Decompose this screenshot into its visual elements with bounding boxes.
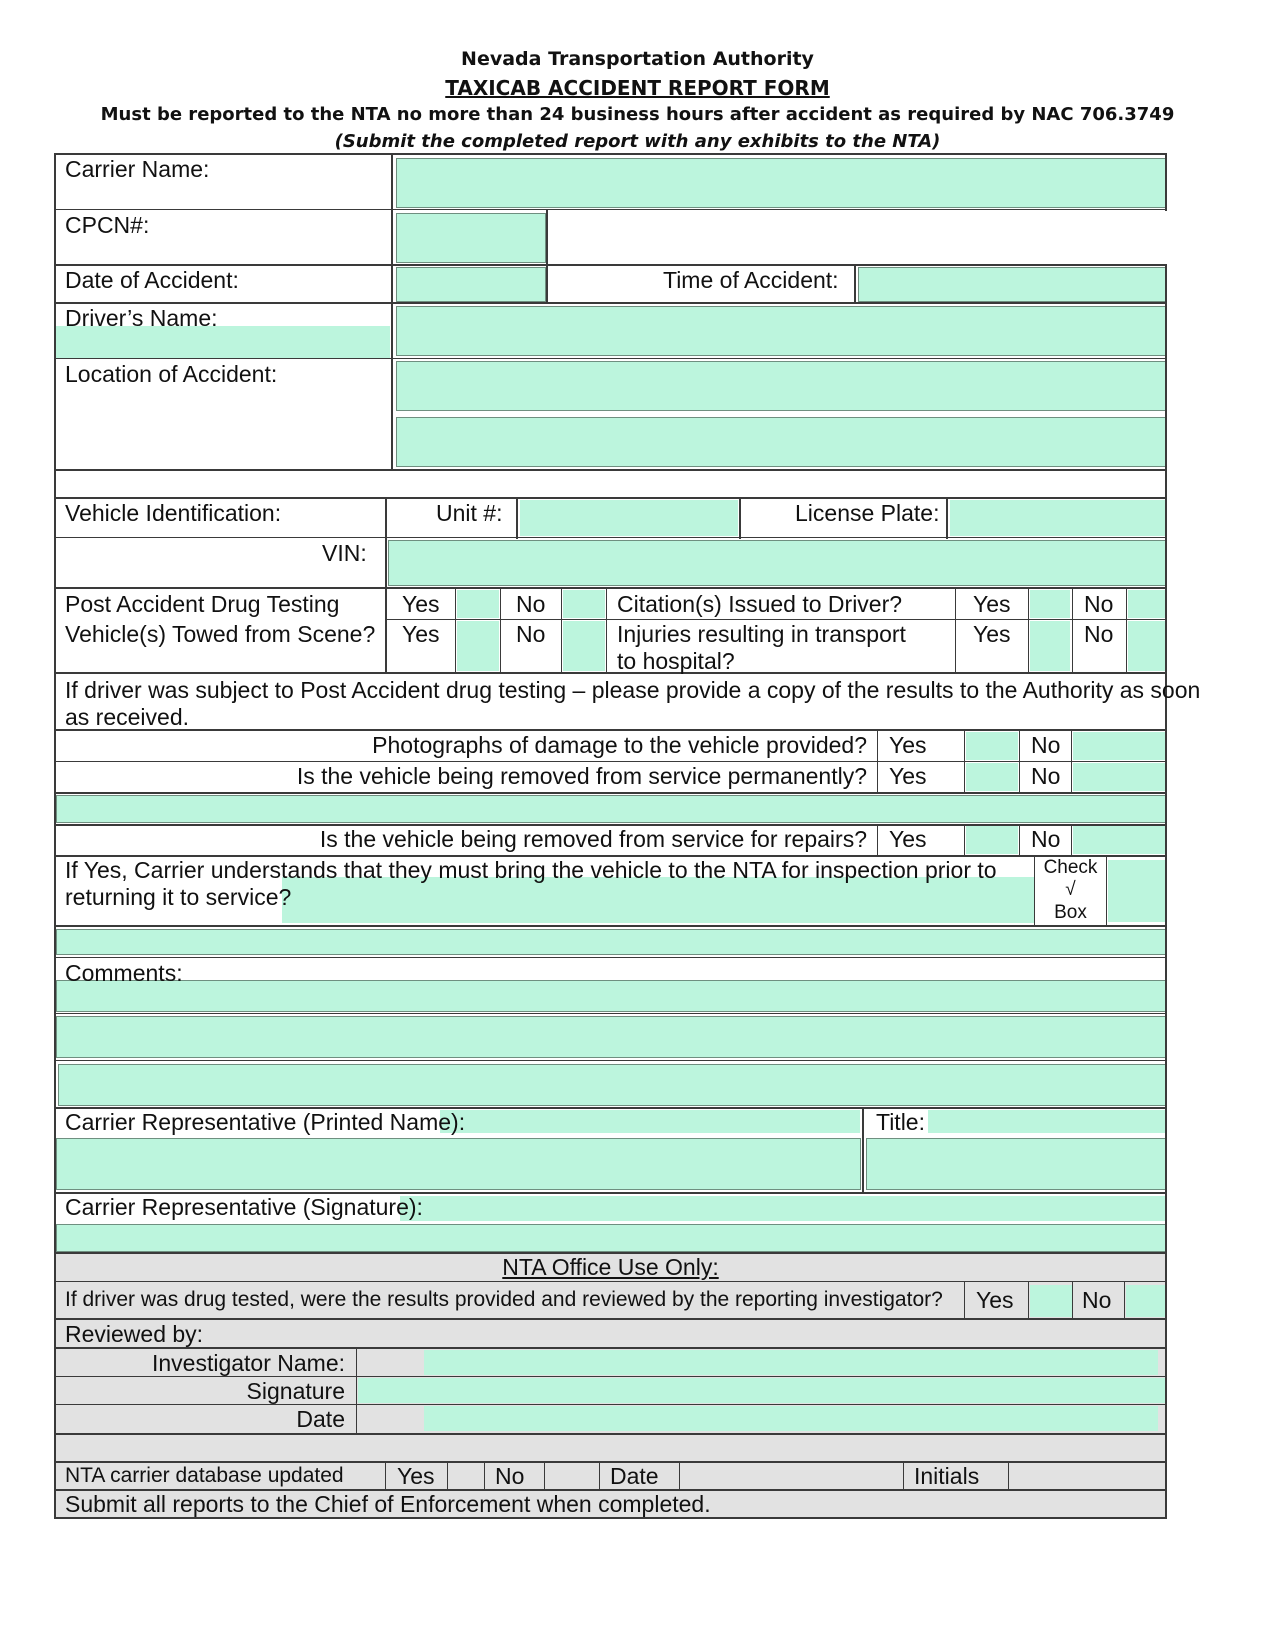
- inspection-details-field[interactable]: [56, 929, 1166, 955]
- citation-label: Citation(s) Issued to Driver?: [617, 591, 903, 617]
- printed-name-field[interactable]: [56, 1138, 861, 1190]
- photographs-yes-box[interactable]: [966, 732, 1018, 760]
- injuries-label-line2: to hospital?: [617, 648, 735, 674]
- rule: [54, 153, 56, 1518]
- rule: [964, 1281, 965, 1319]
- unit-number-field[interactable]: [520, 500, 738, 536]
- rule: [946, 497, 948, 539]
- rule: [54, 672, 1167, 674]
- permanent-yes-label: Yes: [889, 763, 927, 789]
- rule: [1071, 729, 1072, 793]
- printed-name-label: Carrier Representative (Printed Name):: [65, 1109, 466, 1135]
- office-drug-yes-box[interactable]: [1030, 1285, 1072, 1317]
- injuries-yes-box[interactable]: [1030, 621, 1070, 671]
- permanent-yes-box[interactable]: [966, 763, 1018, 791]
- photographs-label: Photographs of damage to the vehicle provided?: [372, 732, 867, 758]
- towed-yes-label: Yes: [402, 621, 440, 647]
- rule: [1126, 587, 1127, 674]
- cpcn-field[interactable]: [396, 213, 546, 263]
- investigator-name-field[interactable]: [424, 1350, 1158, 1375]
- office-drug-yes-label: Yes: [976, 1287, 1014, 1313]
- signature-inline-field[interactable]: [400, 1196, 1166, 1221]
- rule: [54, 469, 1167, 471]
- removed-permanently-label: Is the vehicle being removed from service permanently?: [296, 763, 867, 789]
- rule: [1019, 729, 1020, 793]
- date-of-accident-label: Date of Accident:: [65, 267, 239, 293]
- rule: [1008, 1461, 1009, 1491]
- drug-testing-yes-label: Yes: [402, 591, 440, 617]
- drug-note-line2: as received.: [65, 704, 190, 730]
- office-drug-results-label: If driver was drug tested, were the results provided and reviewed by the reporting investigator?: [65, 1288, 943, 1311]
- signature-field[interactable]: [56, 1224, 1166, 1252]
- vin-label: VIN:: [322, 540, 367, 566]
- repairs-yes-label: Yes: [889, 826, 927, 852]
- rule: [455, 587, 456, 674]
- investigator-signature-field[interactable]: [358, 1378, 1166, 1403]
- permanent-no-box[interactable]: [1073, 763, 1166, 791]
- reviewed-by-label: Reviewed by:: [65, 1321, 204, 1347]
- agency-title: Nevada Transportation Authority: [461, 48, 814, 70]
- citation-no-box[interactable]: [1128, 590, 1166, 618]
- rule: [54, 1404, 1167, 1405]
- rule: [1072, 587, 1073, 674]
- repairs-yes-box[interactable]: [966, 826, 1018, 854]
- cpcn-label: CPCN#:: [65, 212, 150, 238]
- database-yes-label: Yes: [397, 1463, 435, 1489]
- license-plate-field[interactable]: [950, 500, 1166, 536]
- injuries-no-box[interactable]: [1128, 621, 1166, 671]
- rule: [561, 587, 562, 674]
- rule: [1072, 1281, 1073, 1319]
- drug-testing-no-box[interactable]: [563, 590, 605, 618]
- rule: [54, 1517, 1167, 1519]
- rule: [386, 619, 1167, 620]
- comments-field-3[interactable]: [58, 1064, 1166, 1106]
- time-of-accident-field[interactable]: [858, 267, 1166, 302]
- comments-label: Comments:: [65, 960, 183, 986]
- vin-field[interactable]: [388, 540, 1166, 586]
- rule: [599, 1461, 600, 1491]
- rule: [877, 729, 878, 793]
- rule: [862, 1107, 864, 1194]
- rule: [679, 1461, 680, 1491]
- rule: [385, 1461, 386, 1491]
- citation-no-label: No: [1084, 591, 1114, 617]
- rule: [54, 792, 1167, 794]
- form-title: TAXICAB ACCIDENT REPORT FORM: [445, 76, 830, 100]
- rule: [546, 209, 548, 304]
- rule: [1028, 587, 1029, 674]
- drug-note-line1: If driver was subject to Post Accident drug testing – please provide a copy of the results to the Authority as soon: [65, 677, 1201, 703]
- check-mark-icon: √: [1065, 879, 1076, 900]
- rule: [54, 264, 1167, 266]
- vehicle-identification-label: Vehicle Identification:: [65, 500, 282, 526]
- towed-label: Vehicle(s) Towed from Scene?: [65, 621, 376, 647]
- rule: [356, 1347, 357, 1434]
- carrier-name-label: Carrier Name:: [65, 156, 210, 182]
- drug-testing-yes-box[interactable]: [457, 590, 499, 618]
- injuries-no-label: No: [1084, 621, 1114, 647]
- database-date-label: Date: [610, 1463, 659, 1489]
- rule: [385, 497, 387, 674]
- rule: [54, 1013, 1167, 1014]
- location-of-accident-label: Location of Accident:: [65, 361, 278, 387]
- time-of-accident-label: Time of Accident:: [663, 267, 839, 293]
- rule: [391, 153, 393, 471]
- towed-no-box[interactable]: [563, 621, 605, 671]
- permanent-no-label: No: [1031, 763, 1061, 789]
- rule: [54, 761, 1167, 762]
- database-updated-label: NTA carrier database updated: [65, 1464, 344, 1487]
- repairs-no-label: No: [1031, 826, 1061, 852]
- citation-yes-label: Yes: [973, 591, 1011, 617]
- office-drug-no-label: No: [1082, 1287, 1112, 1313]
- box-label: Box: [1054, 902, 1087, 923]
- rule: [964, 729, 965, 793]
- rule: [903, 1461, 904, 1491]
- rule: [1071, 824, 1072, 857]
- location-field-2[interactable]: [396, 417, 1166, 467]
- rule: [54, 1347, 1167, 1349]
- rule: [606, 587, 607, 674]
- rule: [54, 209, 1167, 210]
- rule: [54, 1433, 1167, 1435]
- location-field-1[interactable]: [396, 361, 1166, 411]
- title-inline-field[interactable]: [928, 1110, 1166, 1133]
- injuries-label-line1: Injuries resulting in transport: [617, 621, 906, 647]
- rule: [54, 957, 1167, 958]
- drug-testing-label: Post Accident Drug Testing: [65, 591, 340, 617]
- photographs-no-label: No: [1031, 732, 1061, 758]
- rule: [1124, 1281, 1125, 1319]
- title-field[interactable]: [866, 1138, 1166, 1190]
- towed-yes-box[interactable]: [457, 621, 499, 671]
- investigator-date-label: Date: [296, 1406, 345, 1432]
- rule: [1028, 1281, 1029, 1319]
- license-plate-label: License Plate:: [795, 500, 940, 526]
- requirement-note: Must be reported to the NTA no more than 24 business hours after accident as required by NAC 706.3749: [100, 104, 1175, 125]
- carrier-name-field[interactable]: [396, 158, 1166, 208]
- inspection-label-line2: returning it to service?: [65, 884, 292, 910]
- rule: [1106, 855, 1107, 926]
- rule: [54, 729, 1167, 731]
- rule: [54, 497, 1167, 499]
- inspection-label-line1: If Yes, Carrier understands that they must bring the vehicle to the NTA for inspection prior to: [65, 857, 997, 883]
- rule: [54, 587, 1167, 589]
- rule: [54, 537, 1167, 538]
- title-label: Title:: [876, 1109, 925, 1135]
- submit-note: (Submit the completed report with any exhibits to the NTA): [334, 131, 941, 152]
- submit-reports-note: Submit all reports to the Chief of Enforcement when completed.: [65, 1491, 711, 1517]
- rule: [484, 1461, 485, 1491]
- initials-label: Initials: [914, 1463, 980, 1489]
- rule: [955, 587, 956, 674]
- rule: [54, 1376, 1167, 1377]
- rule: [964, 824, 965, 857]
- rule: [447, 1461, 448, 1491]
- inspection-field[interactable]: [282, 877, 1034, 923]
- removed-repairs-label: Is the vehicle being removed from service for repairs?: [319, 826, 867, 852]
- photographs-yes-label: Yes: [889, 732, 927, 758]
- rule: [54, 1281, 1167, 1282]
- rule: [1165, 264, 1167, 1518]
- repairs-no-box[interactable]: [1073, 826, 1166, 854]
- rule: [1165, 153, 1167, 211]
- signature-label: Carrier Representative (Signature):: [65, 1194, 423, 1220]
- rule: [500, 587, 501, 674]
- rule: [54, 358, 1167, 359]
- drivers-name-label: Driver’s Name:: [65, 305, 218, 331]
- investigator-date-field[interactable]: [424, 1406, 1158, 1431]
- inspection-check-box[interactable]: [1108, 860, 1166, 922]
- rule: [54, 1060, 1167, 1061]
- rule: [1019, 824, 1020, 857]
- unit-number-label: Unit #:: [436, 500, 503, 526]
- check-label: Check: [1043, 857, 1098, 878]
- rule: [54, 153, 1167, 155]
- office-drug-no-box[interactable]: [1126, 1285, 1166, 1317]
- rule: [54, 925, 1167, 927]
- rule: [854, 264, 856, 304]
- injuries-yes-label: Yes: [973, 621, 1011, 647]
- rule: [877, 824, 878, 857]
- permanent-details-field[interactable]: [56, 795, 1166, 823]
- rule: [544, 1461, 545, 1491]
- comments-field-2[interactable]: [56, 1016, 1166, 1058]
- drivers-name-field[interactable]: [396, 306, 1166, 356]
- drug-testing-no-label: No: [516, 591, 546, 617]
- towed-no-label: No: [516, 621, 546, 647]
- rule: [54, 302, 1167, 304]
- citation-yes-box[interactable]: [1030, 590, 1070, 618]
- printed-name-inline-field[interactable]: [440, 1110, 860, 1133]
- date-of-accident-field[interactable]: [396, 267, 546, 302]
- photographs-no-box[interactable]: [1073, 732, 1166, 760]
- investigator-signature-label: Signature: [246, 1378, 345, 1404]
- office-use-heading: NTA Office Use Only:: [502, 1254, 719, 1280]
- rule: [739, 497, 741, 539]
- database-no-label: No: [495, 1463, 525, 1489]
- rule: [516, 497, 518, 539]
- investigator-name-label: Investigator Name:: [151, 1350, 345, 1376]
- comments-field-1[interactable]: [56, 980, 1166, 1012]
- rule: [54, 1318, 1167, 1320]
